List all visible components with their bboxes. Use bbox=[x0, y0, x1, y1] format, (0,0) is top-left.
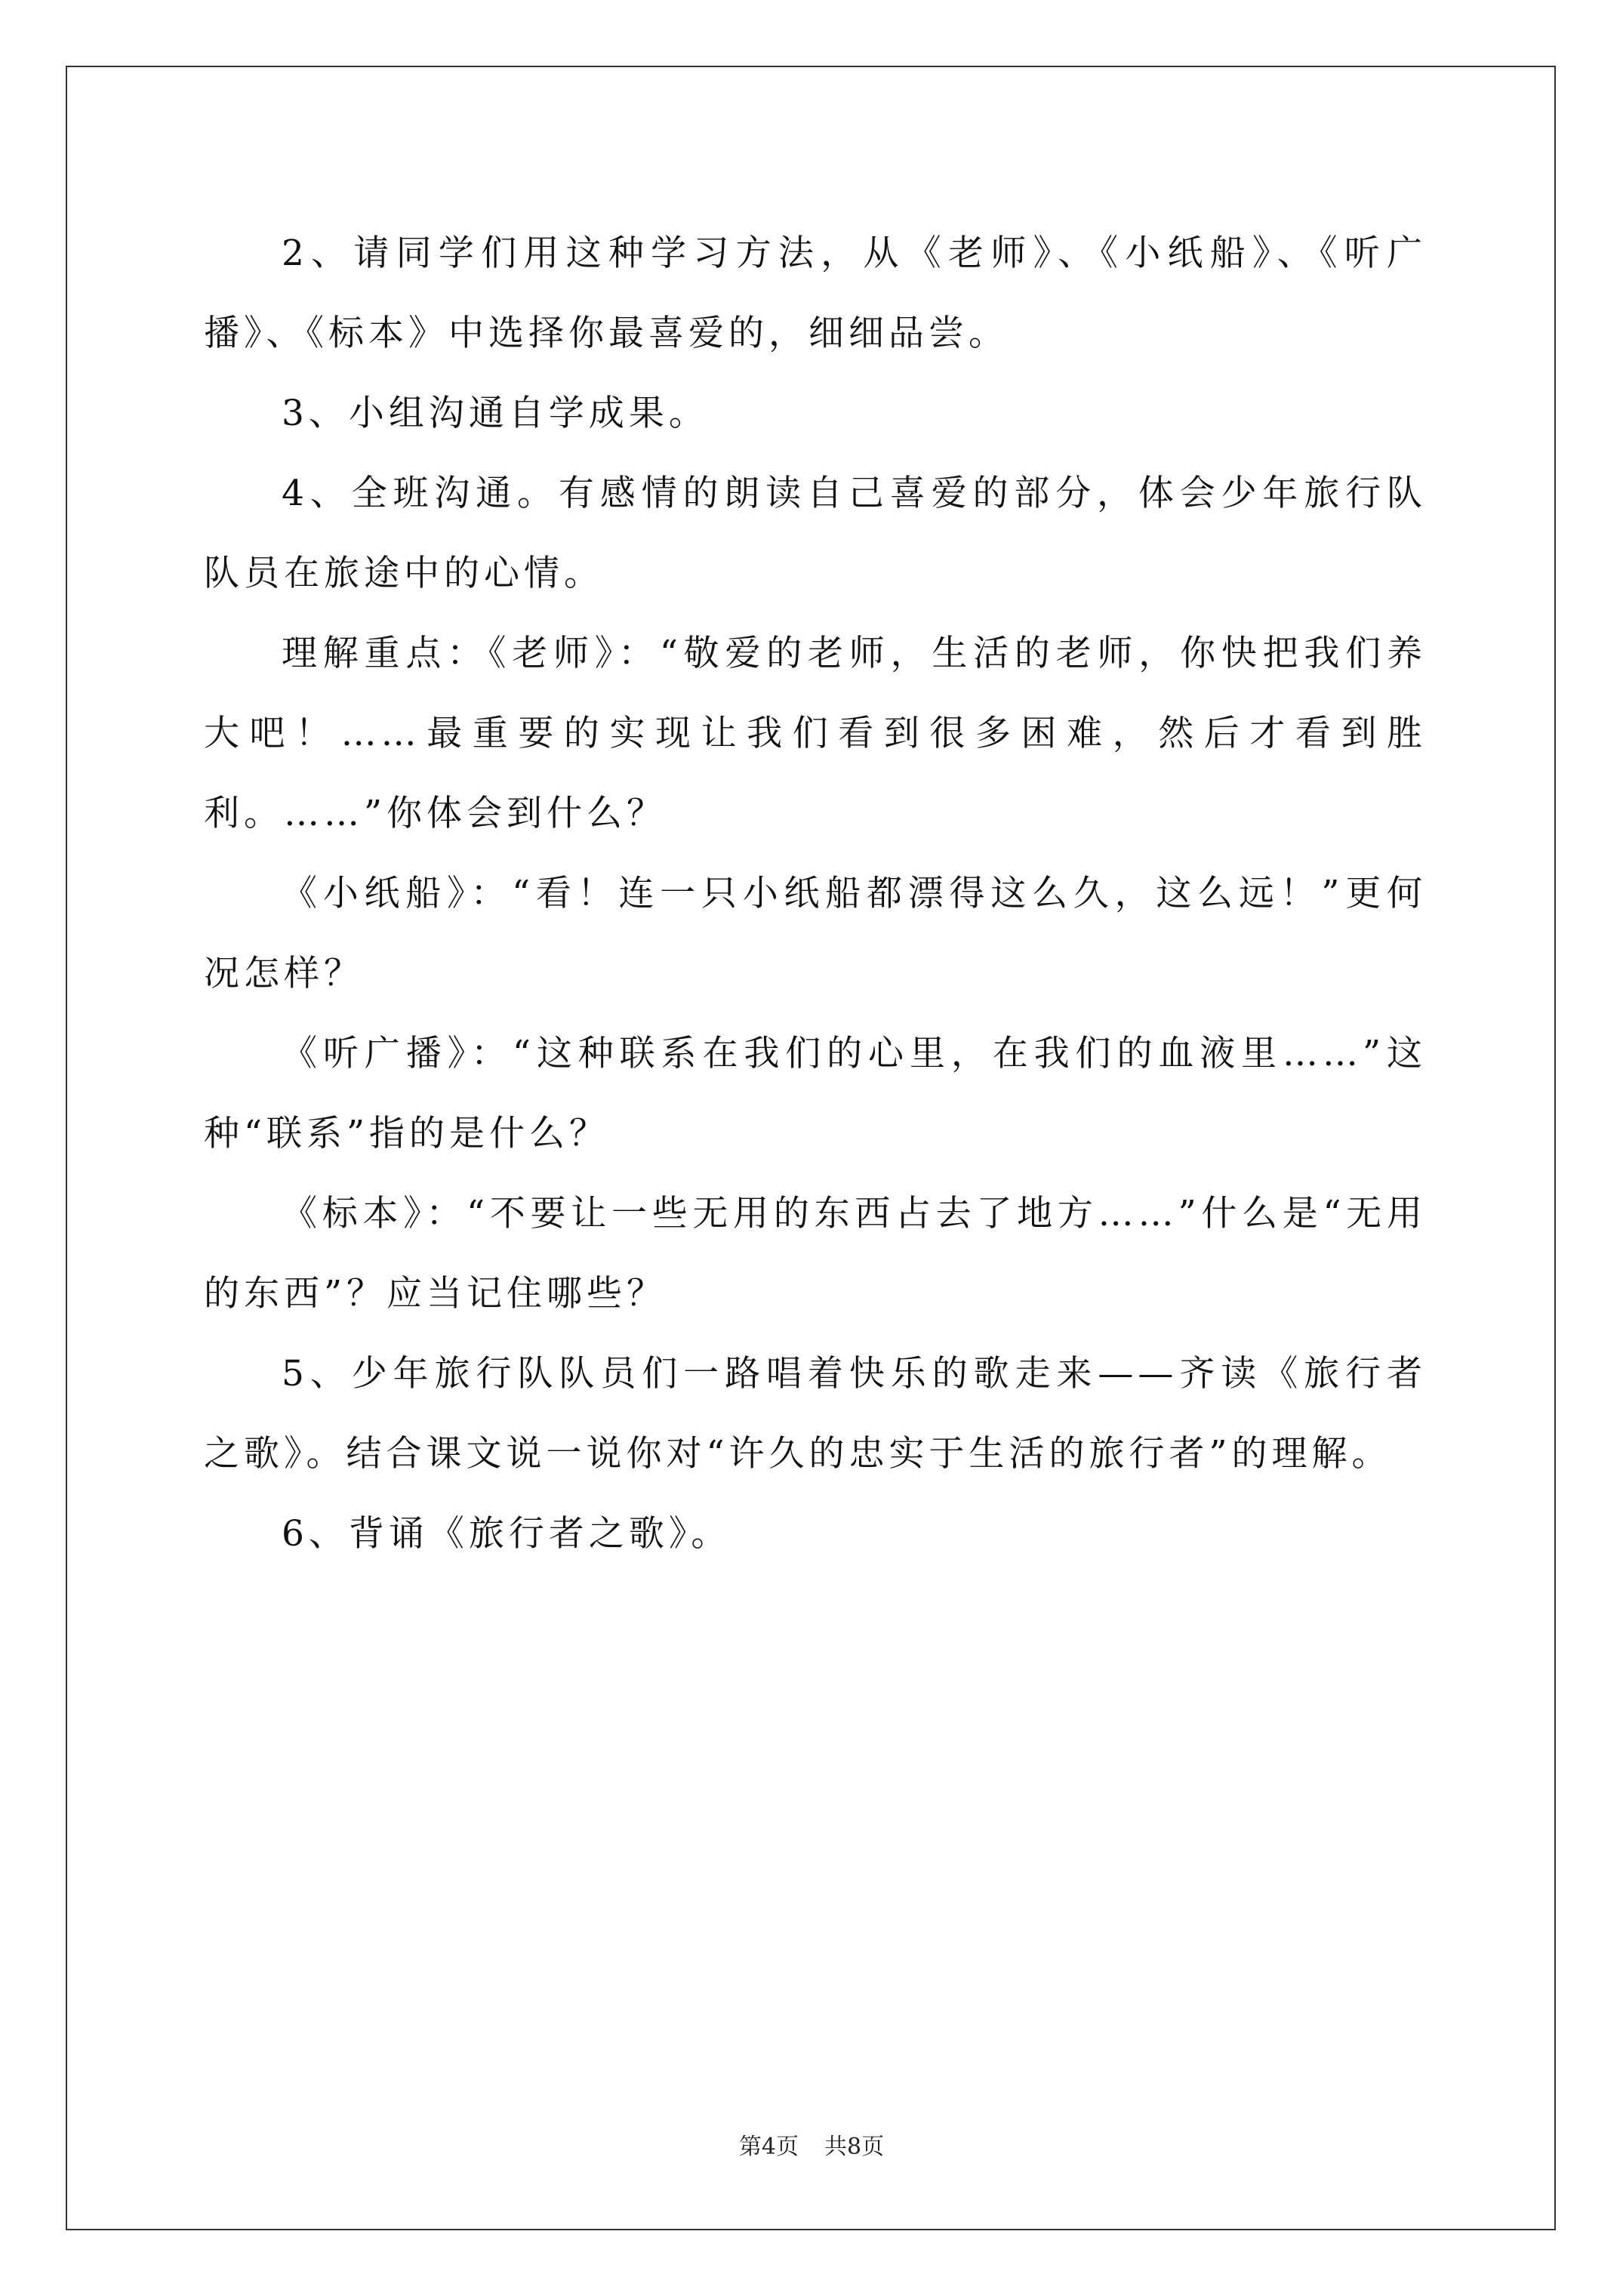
paragraph: 《小纸船》：“看！连一只小纸船都漂得这么久，这么远！”更何况怎样？ bbox=[204, 873, 1427, 994]
paragraph: 《标本》：“不要让一些无用的东西占去了地方……”什么是“无用的东西”？应当记住哪些？ bbox=[204, 1193, 1427, 1314]
page-number: 第4页 bbox=[738, 2134, 799, 2160]
paragraph: 4、全班沟通。有感情的朗读自己喜爱的部分，体会少年旅行队队员在旅途中的心情。 bbox=[204, 473, 1427, 594]
page-footer bbox=[0, 2132, 1623, 2162]
paragraph: 3、小组沟通自学成果。 bbox=[282, 393, 709, 434]
paragraph: 5、少年旅行队队员们一路唱着快乐的歌走来——齐读《旅行者之歌》。结合课文说一说你对“许久的忠实于生活的旅行者”的理解。 bbox=[204, 1353, 1427, 1475]
paragraph: 《听广播》：“这种联系在我们的心里，在我们的血液里……”这种“联系”指的是什么？ bbox=[204, 1033, 1427, 1154]
page-total: 共8页 bbox=[824, 2134, 885, 2160]
paragraph: 6、背诵《旅行者之歌》。 bbox=[282, 1513, 731, 1555]
paragraph: 理解重点：《老师》：“敬爱的老师，生活的老师，你快把我们养大吧！……最重要的实现让我们看到很多困难，然后才看到胜利。……”你体会到什么？ bbox=[204, 633, 1427, 834]
paragraph: 2、请同学们用这种学习方法，从《老师》、《小纸船》、《听广播》、《标本》中选择你最喜爱的，细细品尝。 bbox=[204, 233, 1427, 354]
document-body bbox=[204, 214, 1427, 1574]
